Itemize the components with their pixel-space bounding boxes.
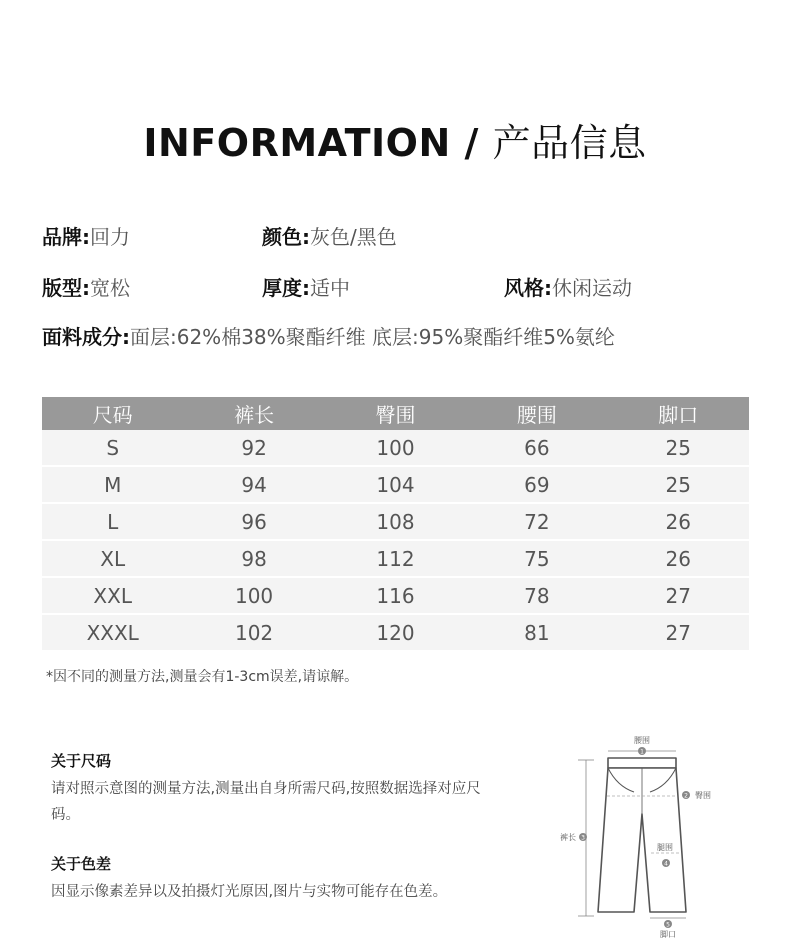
header-size: 尺码 [42, 397, 183, 430]
fit-label: 版型: [42, 276, 90, 300]
info-color [262, 221, 397, 250]
table-row [42, 430, 749, 466]
table-cell: 25 [608, 466, 749, 503]
fit-value: 宽松 [90, 276, 130, 300]
table-cell: 72 [466, 503, 607, 540]
table-cell: 96 [183, 503, 324, 540]
table-cell: 98 [183, 540, 324, 577]
thigh-number: 4 [664, 860, 668, 868]
measurement-note: *因不同的测量方法,测量会有1-3cm误差,请谅解。 [46, 669, 359, 685]
table-cell: S [42, 430, 183, 466]
table-cell: 78 [466, 577, 607, 614]
hip-number: 2 [684, 792, 688, 800]
table-cell: XL [42, 540, 183, 577]
thickness-value: 适中 [310, 276, 350, 300]
size-table-header [42, 397, 749, 430]
brand-value: 回力 [90, 225, 130, 249]
header-hem: 脚口 [608, 397, 749, 430]
table-cell: 100 [325, 430, 466, 466]
table-cell: 100 [183, 577, 324, 614]
table-cell: 102 [183, 614, 324, 651]
info-fabric [42, 321, 615, 350]
about-color-text: 因显示像素差异以及拍摄灯光原因,图片与实物可能存在色差。 [51, 884, 448, 900]
table-cell: 108 [325, 503, 466, 540]
style-label: 风格: [504, 276, 552, 300]
waist-number: 1 [640, 748, 644, 756]
table-cell: 120 [325, 614, 466, 651]
table-cell: 26 [608, 540, 749, 577]
table-cell: 25 [608, 430, 749, 466]
fabric-label: 面料成分: [42, 325, 130, 349]
color-label: 颜色: [262, 225, 310, 249]
about-size-text: 请对照示意图的测量方法,测量出自身所需尺码,按照数据选择对应尺码。 [51, 781, 481, 823]
table-cell: L [42, 503, 183, 540]
table-cell: 26 [608, 503, 749, 540]
table-cell: 94 [183, 466, 324, 503]
thigh-label: 腿围 [657, 843, 673, 852]
hem-number: 5 [666, 921, 670, 929]
about-size-title: 关于尺码 [51, 752, 112, 770]
table-cell: 112 [325, 540, 466, 577]
title-en: INFORMATION [143, 121, 451, 165]
waist-label: 腰围 [634, 736, 650, 745]
info-style [504, 272, 632, 301]
info-brand [42, 221, 130, 250]
about-color-title: 关于色差 [51, 855, 112, 873]
length-label: 裤长 [560, 833, 576, 842]
table-cell: 27 [608, 577, 749, 614]
info-thickness [262, 272, 350, 301]
table-cell: 104 [325, 466, 466, 503]
table-row [42, 540, 749, 577]
table-row [42, 503, 749, 540]
info-fit [42, 272, 130, 301]
size-table [42, 397, 749, 652]
header-hip: 臀围 [325, 397, 466, 430]
table-cell: 75 [466, 540, 607, 577]
brand-label: 品牌: [42, 225, 90, 249]
table-cell: 69 [466, 466, 607, 503]
length-number: 3 [581, 834, 585, 842]
table-cell: 116 [325, 577, 466, 614]
title-separator: / [450, 121, 493, 165]
style-value: 休闲运动 [552, 276, 632, 300]
thickness-label: 厚度: [262, 276, 310, 300]
pants-measurement-diagram [550, 732, 750, 944]
table-cell: 92 [183, 430, 324, 466]
fabric-value: 面层:62%棉38%聚酯纤维 底层:95%聚酯纤维5%氨纶 [130, 325, 615, 349]
table-cell: XXL [42, 577, 183, 614]
table-cell: M [42, 466, 183, 503]
hip-label: 臀围 [695, 791, 711, 800]
table-cell: XXXL [42, 614, 183, 651]
table-cell: 27 [608, 614, 749, 651]
pants-icon [598, 758, 686, 912]
title-cn: 产品信息 [492, 121, 647, 165]
color-value: 灰色/黑色 [310, 225, 397, 249]
hem-label: 脚口 [660, 930, 676, 939]
table-cell: 81 [466, 614, 607, 651]
header-length: 裤长 [183, 397, 324, 430]
header-waist: 腰围 [466, 397, 607, 430]
table-row [42, 614, 749, 651]
table-row [42, 577, 749, 614]
page-title [0, 112, 790, 167]
table-cell: 66 [466, 430, 607, 466]
table-row [42, 466, 749, 503]
